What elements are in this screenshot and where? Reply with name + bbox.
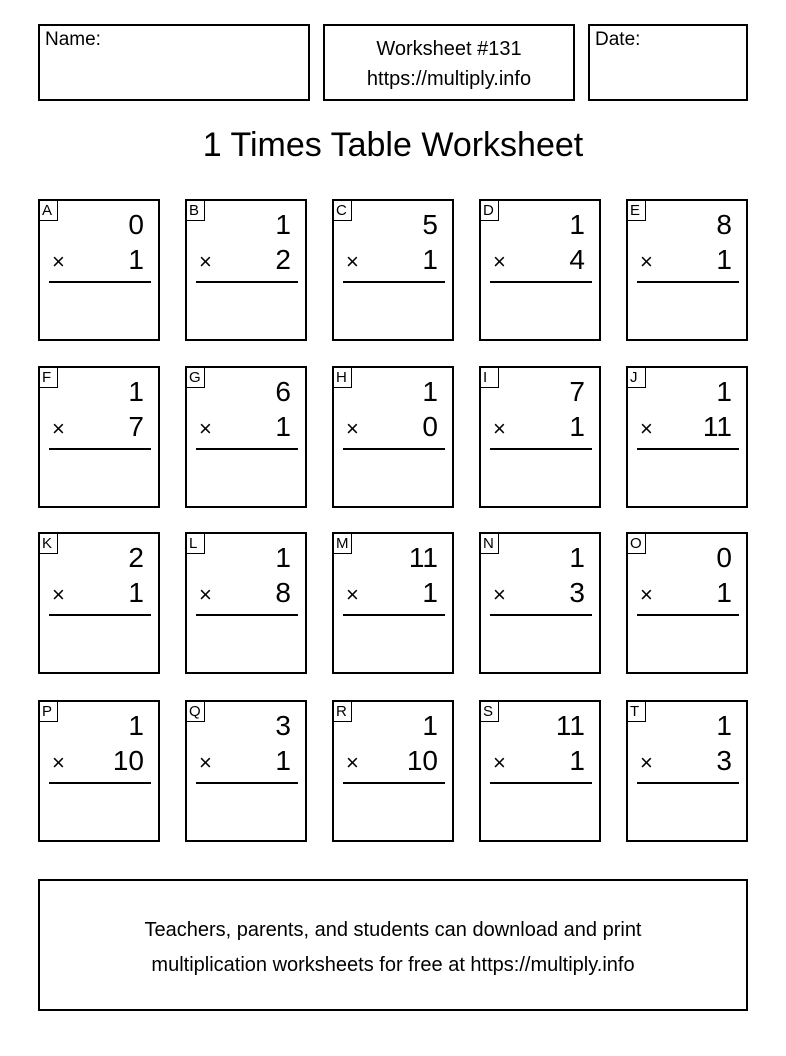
problem-bottom-number: 1 [128,577,144,608]
problem-bottom-number: 10 [406,745,438,776]
answer-line [196,281,298,283]
problem-label: Q [186,701,205,722]
problem-top-number: 1 [422,710,438,741]
problem-cell[interactable] [479,366,601,508]
problem-top-number: 1 [275,209,291,240]
answer-line [196,614,298,616]
problem-bottom-number: 1 [716,577,732,608]
problem-top-number: 11 [408,542,438,573]
problem-label: H [333,367,352,388]
answer-line [490,782,592,784]
problem-label: L [186,533,205,554]
problem-top-number: 8 [716,209,732,240]
worksheet-info-box [323,24,575,101]
site-url: https://multiply.info [366,68,532,90]
problem-cell[interactable] [332,199,454,341]
answer-line [196,782,298,784]
footer-box [38,879,748,1011]
problem-top-number: 1 [128,710,144,741]
multiply-sign: × [52,750,65,775]
problem-bottom-number: 0 [422,411,438,442]
problem-bottom-number: 1 [422,244,438,275]
name-field-box[interactable] [38,24,310,101]
answer-line [637,614,739,616]
problem-cell[interactable] [332,532,454,674]
multiply-sign: × [346,416,359,441]
problem-label: B [186,200,205,221]
problem-cell[interactable] [332,700,454,842]
problem-top-number: 1 [275,542,291,573]
problem-label: K [39,533,58,554]
multiply-sign: × [199,750,212,775]
problem-top-number: 1 [128,376,144,407]
problem-cell[interactable] [185,532,307,674]
problem-cell[interactable] [38,199,160,341]
problem-cell[interactable] [185,700,307,842]
problem-top-number: 1 [569,209,585,240]
problem-cell[interactable] [479,199,601,341]
worksheet-number: Worksheet #131 [376,38,522,60]
problem-bottom-number: 3 [569,577,585,608]
problem-bottom-number: 11 [702,411,732,442]
problem-bottom-number: 1 [422,577,438,608]
problem-top-number: 1 [422,376,438,407]
footer-line-2: multiplication worksheets for free at https://multiply.info [151,954,635,976]
answer-line [49,281,151,283]
problem-label: E [627,200,646,221]
problem-bottom-number: 1 [128,244,144,275]
problem-label: G [186,367,205,388]
problem-label: M [333,533,352,554]
page-title: 1 Times Table Worksheet [202,126,584,164]
multiply-sign: × [640,416,653,441]
problem-label: A [39,200,58,221]
problem-bottom-number: 3 [716,745,732,776]
problem-top-number: 1 [569,542,585,573]
answer-line [49,782,151,784]
problem-top-number: 0 [716,542,732,573]
multiply-sign: × [640,750,653,775]
answer-line [637,281,739,283]
problem-label: J [627,367,646,388]
multiply-sign: × [52,249,65,274]
answer-line [490,448,592,450]
problem-bottom-number: 4 [569,244,585,275]
answer-line [49,614,151,616]
multiply-sign: × [640,582,653,607]
problem-label: S [480,701,499,722]
problem-top-number: 0 [128,209,144,240]
multiply-sign: × [346,249,359,274]
answer-line [343,281,445,283]
problem-cell[interactable] [185,199,307,341]
answer-line [637,448,739,450]
answer-line [490,281,592,283]
problem-cell[interactable] [38,366,160,508]
problem-cell[interactable] [479,532,601,674]
problem-top-number: 3 [275,710,291,741]
problem-bottom-number: 10 [112,745,144,776]
problem-label: O [627,533,646,554]
problem-cell[interactable] [626,700,748,842]
multiply-sign: × [640,249,653,274]
problem-cell[interactable] [626,532,748,674]
problem-cell[interactable] [38,532,160,674]
problem-bottom-number: 1 [569,745,585,776]
answer-line [196,448,298,450]
problem-top-number: 1 [716,710,732,741]
problem-bottom-number: 7 [128,411,144,442]
problem-cell[interactable] [38,700,160,842]
problem-cell[interactable] [185,366,307,508]
answer-line [49,448,151,450]
problem-cell[interactable] [626,366,748,508]
problem-top-number: 2 [128,542,144,573]
problem-label: N [480,533,499,554]
multiply-sign: × [493,249,506,274]
answer-line [343,782,445,784]
footer-line-1: Teachers, parents, and students can download and print [144,919,642,941]
multiply-sign: × [346,582,359,607]
problem-bottom-number: 1 [275,411,291,442]
name-label: Name: [45,29,101,50]
problem-label: R [333,701,352,722]
problem-bottom-number: 8 [275,577,291,608]
problem-label: T [627,701,646,722]
problem-cell[interactable] [332,366,454,508]
problem-label: I [480,367,499,388]
problem-label: F [39,367,58,388]
problem-top-number: 7 [569,376,585,407]
problem-top-number: 1 [716,376,732,407]
problem-bottom-number: 1 [569,411,585,442]
multiply-sign: × [199,249,212,274]
answer-line [490,614,592,616]
problem-top-number: 11 [555,710,585,741]
problem-top-number: 5 [422,209,438,240]
multiply-sign: × [199,582,212,607]
problem-cell[interactable] [479,700,601,842]
problem-bottom-number: 1 [275,745,291,776]
multiply-sign: × [346,750,359,775]
multiply-sign: × [493,750,506,775]
multiply-sign: × [199,416,212,441]
problem-label: C [333,200,352,221]
problem-label: D [480,200,499,221]
problem-bottom-number: 2 [275,244,291,275]
answer-line [343,448,445,450]
problem-label: P [39,701,58,722]
problem-cell[interactable] [626,199,748,341]
multiply-sign: × [493,416,506,441]
multiply-sign: × [52,582,65,607]
answer-line [343,614,445,616]
date-field-box[interactable] [588,24,748,101]
answer-line [637,782,739,784]
problem-top-number: 6 [275,376,291,407]
multiply-sign: × [52,416,65,441]
date-label: Date: [595,29,641,50]
problem-bottom-number: 1 [716,244,732,275]
multiply-sign: × [493,582,506,607]
